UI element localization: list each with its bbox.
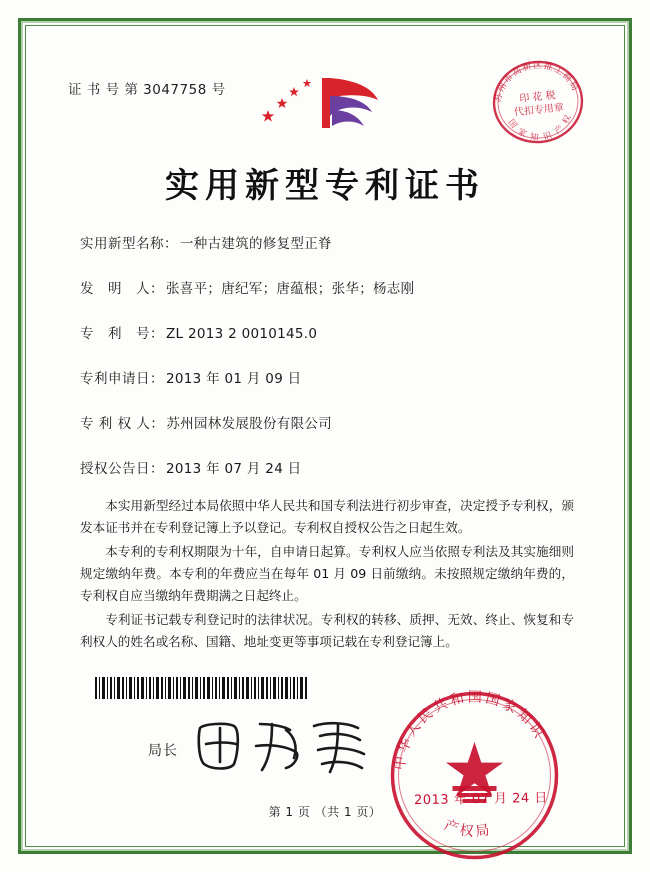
svg-text:中华人民共和国国家知识: 中华人民共和国国家知识 xyxy=(392,689,549,772)
national-ip-office-seal xyxy=(387,688,562,863)
field-value: 2013 年 01 月 09 日 xyxy=(166,371,302,387)
field-label: 专利申请日： xyxy=(80,371,164,387)
field-value: 一种古建筑的修复型正脊 xyxy=(180,236,332,252)
legal-paragraph-1: 本实用新型经过本局依照中华人民共和国专利法进行初步审查，决定授予专利权，颁发本证书并在专利登记簿上予以登记。专利权自授权公告之日起生效。 xyxy=(80,498,574,535)
svg-text:产权局: 产权局 xyxy=(441,817,494,841)
field-label: 专 利 号： xyxy=(80,326,164,342)
page-footer: 第 1 页 （共 1 页） xyxy=(268,805,382,819)
field-label: 授权公告日： xyxy=(80,461,164,477)
barcode xyxy=(95,677,310,699)
certificate-number: 证 书 号 第 3047758 号 xyxy=(68,82,226,98)
svg-text:苏州市高新区推工商局: 苏州市高新区推工商局 xyxy=(493,60,581,104)
field-value: 张喜平；唐纪军；唐蕴根；张华；杨志刚 xyxy=(166,281,415,297)
field-value: 苏州园林发展股份有限公司 xyxy=(166,416,332,432)
field-grant-announcement-date xyxy=(80,457,580,477)
field-patent-number xyxy=(80,322,580,342)
legal-text xyxy=(80,495,574,656)
director-label: 局长 xyxy=(148,743,178,759)
legal-paragraph-2: 本专利的专利权期限为十年，自申请日起算。专利权人应当依照专利法及其实施细则规定缴纳年费。本专利的年费应当在每年 01 月 09 日前缴纳。未按照规定缴纳年费的，专利权自应当缴纳年费期满之日起终止。 xyxy=(80,544,574,603)
svg-text:印 花 税: 印 花 税 xyxy=(518,90,557,105)
director-signature xyxy=(190,712,375,784)
seal-date: 2013 年 07 月 24 日 xyxy=(414,790,549,809)
patent-office-logo-icon xyxy=(260,66,390,136)
field-value: ZL 2013 2 0010145.0 xyxy=(166,326,318,342)
tax-office-seal xyxy=(486,50,590,154)
field-utility-model-name xyxy=(80,232,580,252)
field-label: 实用新型名称： xyxy=(80,236,178,252)
field-inventors xyxy=(80,277,580,297)
page-title: 实用新型专利证书 xyxy=(165,166,485,206)
certificate-fields xyxy=(80,232,580,502)
field-application-date xyxy=(80,367,580,387)
field-patentee xyxy=(80,412,580,432)
certificate-content xyxy=(40,40,610,841)
field-label: 专 利 权 人： xyxy=(80,416,165,432)
svg-text:国 家 知 识 产 权: 国 家 知 识 产 权 xyxy=(505,112,575,144)
svg-text:代扣专用章: 代扣专用章 xyxy=(513,102,565,119)
field-value: 2013 年 07 月 24 日 xyxy=(166,461,302,477)
legal-paragraph-3: 专利证书记载专利登记时的法律状况。专利权的转移、质押、无效、终止、恢复和专利权人的姓名或名称、国籍、地址变更等事项记载在专利登记簿上。 xyxy=(80,612,574,649)
field-label: 发 明 人： xyxy=(80,281,164,297)
